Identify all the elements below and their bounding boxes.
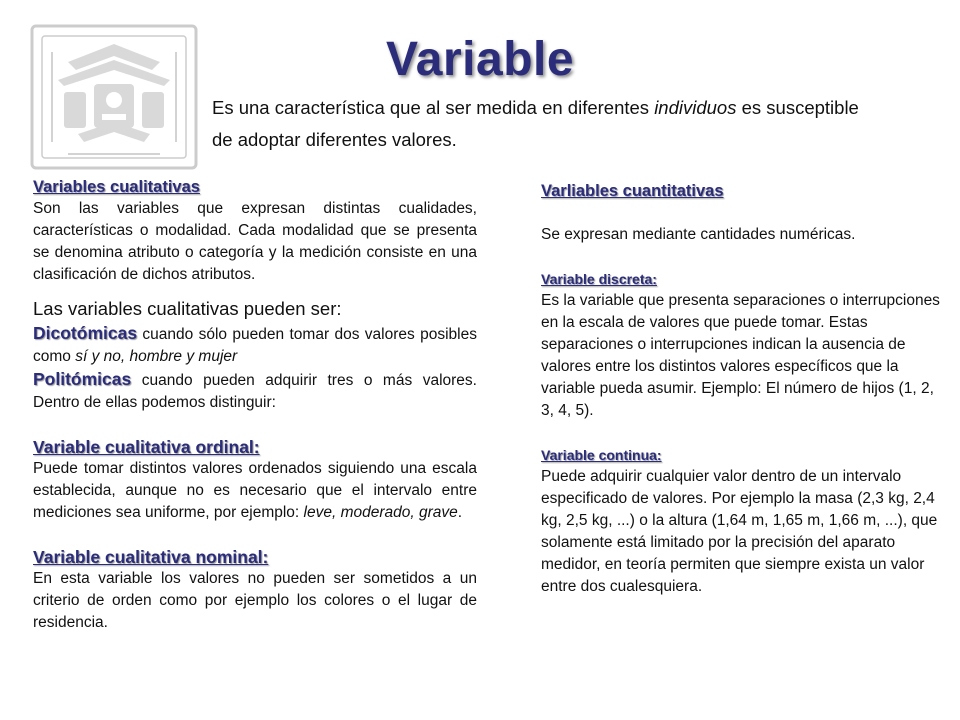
definition-italic: individuos [654, 97, 737, 118]
politomicas-text: cuando pueden adquirir tres o más valores. Dentro de ellas podemos distinguir: [33, 372, 477, 411]
nominal-body: En esta variable los valores no pueden ser sometidos a un criterio de orden como por ejemplo los colores o el lugar de residencia. [33, 570, 477, 631]
cualitativas-intro: Las variables cualitativas pueden ser: [33, 298, 342, 319]
cuantitativas-heading: Varliables cuantitativas [541, 182, 724, 200]
dicotomicas-text: cuando sólo pueden tomar dos valores posibles como [33, 326, 477, 365]
ordinal-text: Puede tomar distintos valores ordenados siguiendo una escala establecida, aunque no es necesario que el intervalo entre mediciones sea uniforme, por ejemplo: [33, 460, 477, 521]
nominal-heading: Variable cualitativa nominal: [33, 547, 269, 567]
cualitativas-column [33, 176, 477, 634]
dicotomicas-examples: sí y no, hombre y mujer [75, 348, 238, 365]
ordinal-examples: leve, moderado, grave [303, 504, 458, 521]
cuantitativas-body: Se expresan mediante cantidades numéricas. [541, 226, 856, 243]
cuantitativas-column [541, 180, 941, 598]
dicotomicas-paragraph [33, 322, 477, 368]
definition-part-1: Es una característica que al ser medida en diferentes [212, 97, 655, 118]
cualitativas-body: Son las variables que expresan distintas cualidades, características o modalidad. Cada modalidad que se presenta se denomina atributo o categoría y la medición consiste en una clasificación de dichos atributos. [33, 200, 477, 283]
page-title: Variable [385, 33, 575, 86]
cualitativas-heading: Variables cualitativas [33, 178, 200, 196]
politomicas-term: Politómicas [33, 369, 132, 389]
ordinal-heading: Variable cualitativa ordinal: [33, 437, 260, 457]
continua-body: Puede adquirir cualquier valor dentro de un intervalo especificado de valores. Por ejemplo la masa (2,3 kg, 2,4 kg, 2,5 kg, ...) o la altura (1,64 m, 1,65 m, 1,66 m, ...), que solamente está limitado por la precisión del aparato medidor, en teoría permiten que siempre exista un valor entre dos cualesquiera. [541, 468, 938, 595]
discreta-heading: Variable discreta: [541, 271, 657, 287]
discreta-body: Es la variable que presenta separaciones o interrupciones en la escala de valores que puede tomar. Estas separaciones o interrupciones indican la ausencia de valores entre los distintos valores específicos que la variable pueda asumir. Ejemplo: El número de hijos (1, 2, 3, 4, 5). [541, 292, 940, 419]
politomicas-paragraph [33, 368, 477, 414]
continua-heading: Variable continua: [541, 447, 662, 463]
definition-part-2: es susceptible de adoptar diferentes valores. [212, 97, 859, 150]
ordinal-end: . [457, 504, 463, 521]
definition-text [212, 92, 862, 156]
dicotomicas-term: Dicotómicas [33, 323, 138, 343]
ordinal-body [33, 458, 477, 524]
